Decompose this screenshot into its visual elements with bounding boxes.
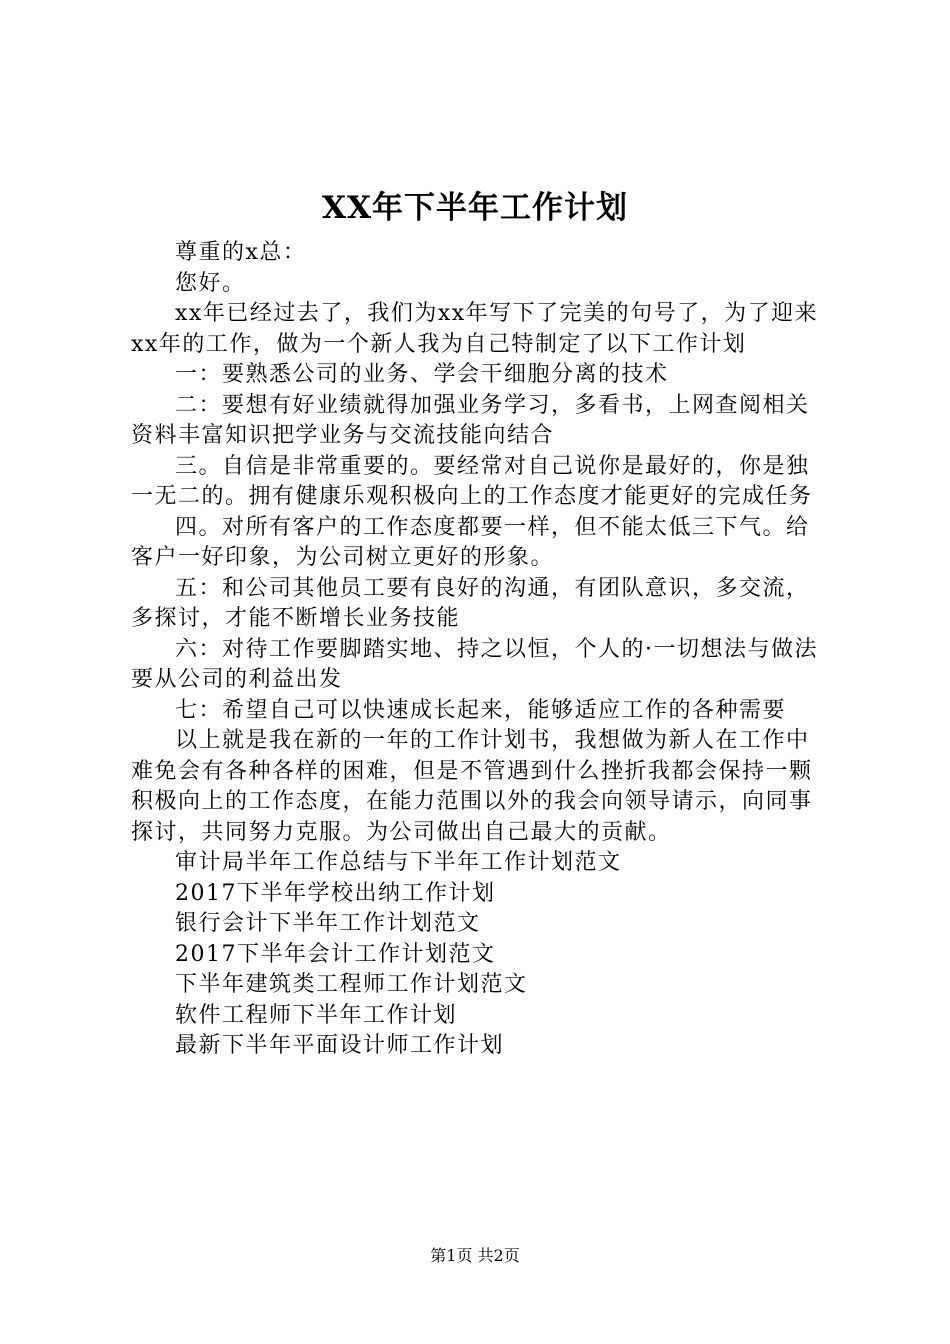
paragraph-item-2: 二：要想有好业绩就得加强业务学习，多看书，上网查阅相关资料丰富知识把学业务与交流技能向结合 xyxy=(131,392,810,448)
paragraph-item-7: 七：希望自己可以快速成长起来，能够适应工作的各种需要 xyxy=(175,697,787,723)
related-link[interactable]: 软件工程师下半年工作计划 xyxy=(175,1002,458,1028)
related-link[interactable]: 最新下半年平面设计师工作计划 xyxy=(175,1033,505,1058)
page-number: 第1页 共2页 xyxy=(430,1246,520,1265)
related-link[interactable]: 2017下半年学校出纳工作计划 xyxy=(175,880,496,906)
document-title: XX年下半年工作计划 xyxy=(321,190,629,226)
paragraph-item-5: 五：和公司其他员工要有良好的沟通，有团队意识，多交流，多探讨，才能不断增长业务技能 xyxy=(131,575,810,631)
related-link[interactable]: 下半年建筑类工程师工作计划范文 xyxy=(175,972,528,997)
greeting: 您好。 xyxy=(175,270,246,296)
salutation: 尊重的x总： xyxy=(175,240,307,265)
paragraph-item-3: 三。自信是非常重要的。要经常对自己说你是最好的，你是独一无二的。拥有健康乐观积极向上的工作态度才能更好的完成任务 xyxy=(131,453,813,509)
related-link[interactable]: 银行会计下半年工作计划范文 xyxy=(175,911,481,936)
paragraph-item-6: 六：对待工作要脚踏实地、持之以恒，个人的·一切想法与做法要从公司的利益出发 xyxy=(131,636,818,692)
document-body xyxy=(131,238,831,1062)
related-link[interactable]: 2017下半年会计工作计划范文 xyxy=(175,941,496,967)
paragraph-item-4: 四。对所有客户的工作态度都要一样，但不能太低三下气。给客户一好印象，为公司树立更好的形象。 xyxy=(131,514,810,570)
related-link[interactable]: 审计局半年工作总结与下半年工作计划范文 xyxy=(175,850,622,875)
paragraph-item-1: 一：要熟悉公司的业务、学会干细胞分离的技术 xyxy=(175,362,669,387)
paragraph-intro: xx年已经过去了，我们为xx年写下了完美的句号了，为了迎来xx年的工作，做为一个新人我为自己特制定了以下工作计划 xyxy=(131,301,819,357)
paragraph-conclusion: 以上就是我在新的一年的工作计划书，我想做为新人在工作中难免会有各种各样的困难，但是不管遇到什么挫折我都会保持一颗积极向上的工作态度，在能力范围以外的我会向领导请示，向同事探讨，共同努力克服。为公司做出自己最大的贡献。 xyxy=(131,728,813,845)
